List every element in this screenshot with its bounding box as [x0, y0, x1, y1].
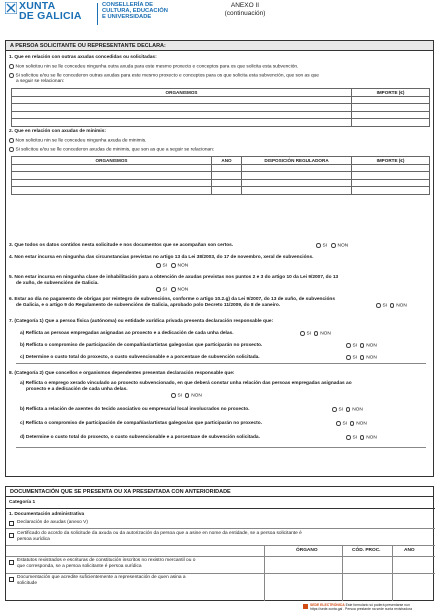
no-label: NON	[366, 355, 377, 361]
yes-label: SI	[352, 343, 358, 349]
doc-item-3: Estatutos rexistrados e escrituras de constitución inscritos no rexistro mercantil ou o	[17, 558, 196, 563]
col-ano: ANO	[404, 548, 415, 553]
q2-option-yes[interactable]	[9, 147, 214, 154]
q8-item-b: b) Reflicta a relación de axentes do tecido asociativo ou empresarial local involucrados no proxecto.	[20, 407, 250, 412]
brand-divider	[97, 3, 98, 25]
table-cell[interactable]	[12, 187, 212, 195]
question-5-cont: de xuño, de subvencións de Galicia.	[16, 281, 99, 286]
question-6-cont: de Galicia, e o artigo 9 do Regulamento de subvencións de Galicia, aprobado polo Decreto 11/2009, do 8 de xaneiro.	[16, 303, 281, 308]
q1-option-no-label: Non solicitou nin se lle concedeu ningunha outra axuda para este mesmo proxecto e conceptos para os que solicita esta subvención.	[15, 64, 299, 70]
radio-q7b-yes[interactable]	[346, 343, 351, 348]
sede-icon	[303, 604, 308, 609]
table-cell[interactable]	[12, 164, 212, 172]
page-header	[5, 2, 434, 32]
radio-q3-no[interactable]	[331, 243, 336, 248]
doc-item-4-cont: solicitude	[17, 581, 37, 586]
radio-q2-yes[interactable]	[9, 147, 14, 152]
question-5: 5. Non estar incursa en ningunha clase de inhabilitación para a obtención de axudas previstas nos puntos 2 e 3 do artigo 10 da Lei 9/2007, do 13	[9, 275, 339, 280]
question-2: 2. Que en relación con axudas de minimis:	[9, 129, 107, 134]
q1-option-yes-label: Si solicitou e/ou se lle concederon outras axudas para este mesmo proxecto e conceptos para os que solicita esta subvención, que son as que	[15, 73, 319, 79]
no-label: NON	[352, 407, 363, 413]
q8a-answer	[171, 393, 202, 400]
footer-line-1: Este formulario só poderá presentarse nun	[345, 603, 410, 607]
col-organo: ÓRGANO	[296, 548, 318, 553]
annex-subtitle: (continuación)	[224, 9, 266, 17]
table-cell[interactable]	[352, 172, 430, 180]
radio-q2-no[interactable]	[9, 138, 14, 143]
table-cell[interactable]	[352, 179, 430, 187]
radio-q4-no[interactable]	[171, 263, 176, 268]
table-cell[interactable]	[352, 96, 430, 104]
radio-q1-no[interactable]	[9, 64, 14, 69]
table-cell[interactable]	[352, 187, 430, 195]
table-cell[interactable]	[352, 111, 430, 119]
q1-option-no[interactable]	[9, 64, 298, 71]
q7-item-a: a) Reflicta as persoas empregadas asignadas ao proxecto e a dedicación de cada unha delas.	[20, 331, 234, 336]
brand-name: XUNTA DE GALICIA	[19, 0, 82, 22]
col-ano: ANO	[212, 157, 242, 165]
radio-q6-no[interactable]	[390, 303, 395, 308]
q7a-answer	[300, 331, 331, 338]
table-cell[interactable]	[242, 187, 352, 195]
radio-q6-yes[interactable]	[376, 303, 381, 308]
q1-aid-table	[11, 88, 430, 127]
radio-q8b-no[interactable]	[346, 407, 351, 412]
question-4: 4. Non estar incursa en ningunha das circunstancias previstas no artigo 13 da Lei 38/2003, do 17 de novembro, xeral de subvencións.	[9, 255, 314, 260]
documentation-section	[5, 486, 434, 601]
col-disposicion: DISPOSICIÓN REGULADORA	[242, 157, 352, 165]
q8b-answer	[332, 407, 363, 414]
footer-line-2: https://sede.xunta.gal . Persoa prestante na sede xunta rexistradora	[310, 607, 412, 611]
yes-label: SI	[382, 303, 388, 309]
radio-q1-yes[interactable]	[9, 73, 14, 78]
yes-label: SI	[352, 435, 358, 441]
radio-q8d-no[interactable]	[360, 435, 365, 440]
yes-label: SI	[338, 407, 344, 413]
q2-option-yes-label: Si solicitou e/ou se lle concederon axudas de minimis, que son as que a seguir se relacionan:	[15, 147, 215, 153]
checkbox-item-4[interactable]	[9, 577, 14, 582]
declaration-section	[5, 40, 434, 477]
table-cell[interactable]	[12, 104, 352, 112]
yes-label: SI	[352, 355, 358, 361]
q2-option-no[interactable]	[9, 138, 146, 145]
doc-item-4: Documentación que acredite suficientemente a representación de quen asina a	[17, 575, 186, 580]
checkbox-item-3[interactable]	[9, 560, 14, 565]
divider	[16, 447, 426, 448]
divider	[6, 528, 435, 529]
admin-docs-heading: 1. Documentación administrativa	[9, 512, 85, 517]
q8-item-d: d) Determine o custo total do proxecto, o custo subvencionable e a porcentaxe de subvención solicitada.	[20, 435, 260, 440]
radio-q7c-yes[interactable]	[346, 355, 351, 360]
annex-title: ANEXO II	[230, 2, 260, 9]
no-label: NON	[396, 303, 407, 309]
table-cell[interactable]	[212, 187, 242, 195]
q3-answer	[316, 243, 348, 250]
doc-item-3-cont: que corresponda, se a persoa solicitante é persoa xurídica	[17, 564, 142, 569]
radio-q5-no[interactable]	[171, 287, 176, 292]
col-cod-proc: CÓD. PROC.	[352, 548, 381, 553]
question-8: 8. (Categoría 2) Que concellos e organismos dependentes presentan declaración responsable que:	[9, 371, 235, 376]
table-cell[interactable]	[12, 172, 212, 180]
divider	[6, 573, 435, 574]
table-cell[interactable]	[12, 111, 352, 119]
question-1: 1. Que en relación con outras axudas concedidas ou solicitadas:	[9, 55, 157, 60]
yes-label: SI	[162, 263, 168, 269]
q8d-answer	[346, 435, 377, 442]
section-title: A PERSOA SOLICITANTE OU REPRESENTANTE DECLARA:	[6, 41, 433, 51]
annex-heading	[215, 2, 275, 17]
yes-label: SI	[177, 393, 183, 399]
divider	[16, 363, 426, 364]
page-footer	[310, 603, 435, 611]
col-importe: IMPORTE (€)	[352, 89, 430, 97]
q8c-answer	[336, 421, 367, 428]
no-label: NON	[177, 263, 189, 269]
radio-q8a-yes[interactable]	[171, 393, 176, 398]
q7-item-b: b) Reflicta o compromiso de participación de compañías/artistas galegos/as que participarán no proxecto.	[20, 343, 263, 348]
xunta-logo-icon	[5, 2, 17, 14]
radio-q7a-no[interactable]	[314, 331, 319, 336]
checkbox-item-1[interactable]	[9, 521, 14, 526]
column-line	[392, 545, 393, 601]
q1-option-yes-cont: a seguir se relacionan:	[16, 79, 65, 84]
table-cell[interactable]	[12, 119, 352, 127]
department-name: CONSELLERÍA DE CULTURA, EDUCACIÓN E UNIVERSIDADE	[102, 2, 168, 21]
q2-option-no-label: Non solicitou nin se lle concedeu ningunha axuda de minimis.	[15, 138, 147, 144]
col-organismos: ORGANISMOS	[12, 157, 212, 165]
table-cell[interactable]	[212, 179, 242, 187]
table-cell[interactable]	[242, 164, 352, 172]
doc-item-2-cont: persoa xurídica	[17, 537, 50, 542]
footer-tag: SEDE ELECTRÓNICA	[310, 603, 345, 607]
table-cell[interactable]	[12, 96, 352, 104]
yes-label: SI	[322, 243, 328, 249]
q4-answer	[156, 263, 188, 270]
q8-item-a-cont: proxecto e a dedicación de cada unha delas.	[26, 387, 128, 392]
q7c-answer	[346, 355, 377, 362]
col-importe: IMPORTE (€)	[352, 157, 430, 165]
doc-item-1: Declaración de axudas (anexo V)	[17, 520, 88, 525]
table-cell[interactable]	[242, 172, 352, 180]
section-title: DOCUMENTACIÓN QUE SE PRESENTA OU XA PRESENTADA CON ANTERIORIDADE	[6, 487, 433, 497]
doc-item-2: Certificado do acordo da solicitude da axuda ou da autorización da persoa que a asine en nome da entidade, se a persoa solicitante é	[17, 531, 302, 536]
no-label: NON	[366, 343, 377, 349]
radio-q8a-no[interactable]	[185, 393, 190, 398]
no-label: NON	[177, 287, 189, 293]
q6-answer	[376, 303, 407, 310]
yes-label: SI	[306, 331, 312, 337]
divider	[6, 556, 435, 557]
divider	[6, 508, 435, 509]
table-cell[interactable]	[212, 172, 242, 180]
column-line	[342, 545, 343, 601]
no-label: NON	[191, 393, 202, 399]
no-label: NON	[320, 331, 331, 337]
radio-q8b-yes[interactable]	[332, 407, 337, 412]
question-3: 3. Que todos os datos contidos nesta solicitude e nos documentos que se acompañan son certos.	[9, 243, 234, 248]
q8-item-a: a) Reflicta o emprego xerado vinculado ao proxecto subvencionado, en que deberá constar unha relación das persoas empregadas asignadas ao	[20, 381, 352, 386]
table-cell[interactable]	[212, 164, 242, 172]
radio-q7b-no[interactable]	[360, 343, 365, 348]
radio-q8d-yes[interactable]	[346, 435, 351, 440]
q2-minimis-table	[11, 156, 430, 195]
no-label: NON	[356, 421, 367, 427]
q7-item-c: c) Determine o custo total do proxecto, o custo subvencionable e a porcentaxe de subvención solicitada.	[20, 355, 260, 360]
q7b-answer	[346, 343, 377, 350]
no-label: NON	[337, 243, 349, 249]
radio-q4-yes[interactable]	[156, 263, 161, 268]
question-6: 6. Estar ao día no pagamento de obrigas por reintegro de subvencións, conforme o artigo 10.2.g) da Lei 9/2007, do 13 de xuño, de subvencións	[9, 297, 335, 302]
column-line	[264, 545, 265, 601]
table-cell[interactable]	[242, 179, 352, 187]
col-organismos: ORGANISMOS	[12, 89, 352, 97]
no-label: NON	[366, 435, 377, 441]
radio-q3-yes[interactable]	[316, 243, 321, 248]
radio-q5-yes[interactable]	[156, 287, 161, 292]
divider	[6, 545, 435, 546]
radio-q8c-yes[interactable]	[336, 421, 341, 426]
table-cell[interactable]	[352, 164, 430, 172]
q8-item-c: c) Reflicta o compromiso de participación de compañías/artistas galegos/as que participarán no proxecto.	[20, 421, 263, 426]
table-cell[interactable]	[12, 179, 212, 187]
radio-q7c-no[interactable]	[360, 355, 365, 360]
checkbox-item-2[interactable]	[9, 533, 14, 538]
yes-label: SI	[342, 421, 348, 427]
category-label: Categoría 1	[9, 500, 36, 505]
q5-answer	[156, 287, 188, 294]
yes-label: SI	[162, 287, 168, 293]
radio-q7a-yes[interactable]	[300, 331, 305, 336]
table-cell[interactable]	[352, 104, 430, 112]
question-7: 7. (Categoría 1) Que a persoa física (autónoma) ou entidade xurídica privada presenta declaración responsable que:	[9, 319, 274, 324]
radio-q8c-no[interactable]	[350, 421, 355, 426]
table-cell[interactable]	[352, 119, 430, 127]
